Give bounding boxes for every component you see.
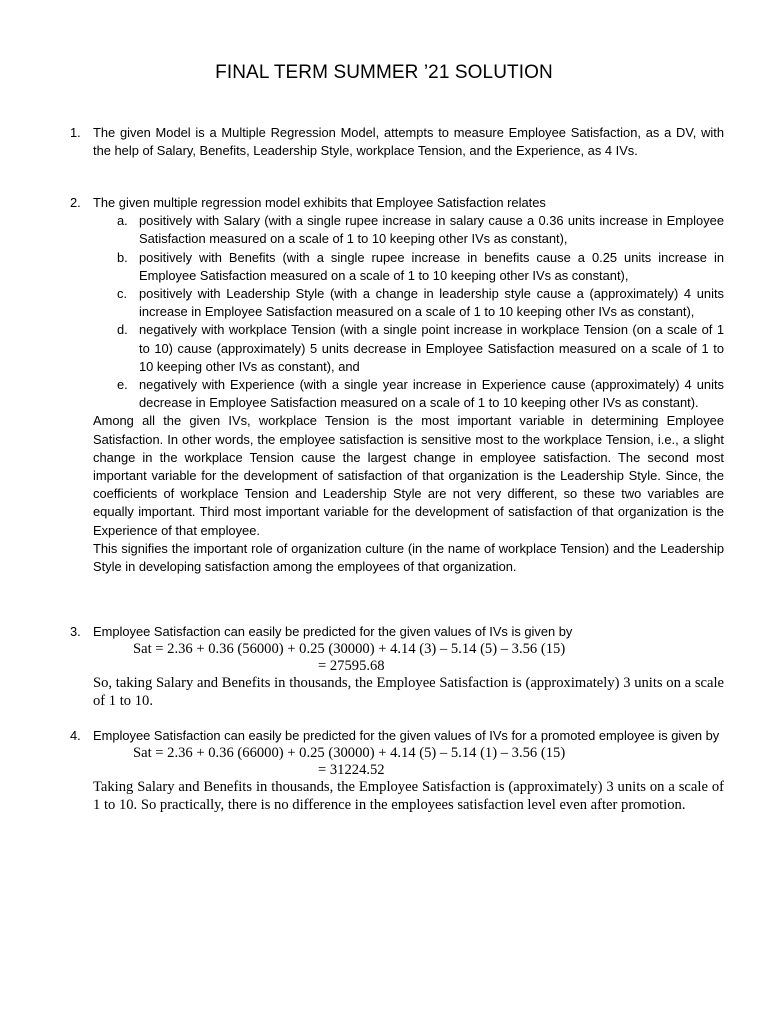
answer-4 bbox=[70, 727, 724, 814]
answer-number: 1. bbox=[70, 125, 81, 140]
answer-number: 2. bbox=[70, 195, 81, 210]
answer-2 bbox=[70, 194, 724, 576]
answer-3 bbox=[70, 623, 724, 710]
list-letter: a. bbox=[117, 213, 128, 229]
list-item-b bbox=[117, 249, 724, 285]
answer-conclusion: Taking Salary and Benefits in thousands, the Employee Satisfaction is (approximately) 3 units on a scale of 1 to 10. So practically, there is no difference in the employees satisfaction level even after promotion. bbox=[93, 779, 724, 813]
list-item-text: positively with Benefits (with a single rupee increase in benefits cause a 0.25 units increase in Employee Satisfaction measured on a scale of 1 to 10 keeping other IVs as constant), bbox=[139, 249, 724, 283]
analysis-paragraph: Among all the given IVs, workplace Tension is the most important variable in determining Employee Satisfaction. In other words, the employee satisfaction is sensitive most to the workplace Tension, i.e., a slight change in the workplace Tension cause the largest change in employee satisfaction. The second most important variable for the development of satisfaction of that organization is the Leadership Style. Since, the coefficients of workplace Tension and Leadership Style are not very different, so these two variables are equally important. Third most important variable for the development of satisfaction of that organization is the Experience of that employee. bbox=[93, 413, 724, 538]
list-item-d bbox=[117, 321, 724, 376]
answer-intro: Employee Satisfaction can easily be predicted for the given values of IVs for a promoted employee is given by bbox=[93, 728, 720, 743]
answer-text: The given Model is a Multiple Regression Model, attempts to measure Employee Satisfaction, as a DV, with the help of Salary, Benefits, Leadership Style, workplace Tension, and the Experience, as 4 IVs. bbox=[93, 125, 724, 159]
equation-result: = 31224.52 bbox=[318, 762, 385, 779]
page-title: FINAL TERM SUMMER ’21 SOLUTION bbox=[215, 62, 553, 83]
list-letter: e. bbox=[117, 377, 128, 393]
answer-number: 4. bbox=[70, 728, 81, 743]
list-item-text: positively with Salary (with a single rupee increase in salary cause a 0.36 units increase in Employee Satisfaction measured on a scale of 1 to 10 keeping other IVs as constant), bbox=[139, 213, 724, 247]
answer-intro: Employee Satisfaction can easily be predicted for the given values of IVs is given by bbox=[93, 624, 573, 639]
answer-number: 3. bbox=[70, 624, 81, 639]
answer-1 bbox=[70, 124, 724, 160]
list-item-a bbox=[117, 212, 724, 248]
list-item-text: positively with Leadership Style (with a change in leadership style cause a (approximately) 4 units increase in Employee Satisfaction measured on a scale of 1 to 10 keeping other IVs as constant), bbox=[139, 286, 724, 320]
list-item-c bbox=[117, 285, 724, 321]
conclusion-paragraph: This signifies the important role of organization culture (in the name of workplace Tension) and the Leadership Style in developing satisfaction among the employees of that organization. bbox=[93, 540, 724, 575]
equation-result: = 27595.68 bbox=[318, 658, 385, 675]
answer-conclusion: So, taking Salary and Benefits in thousands, the Employee Satisfaction is (approximately) 3 units on a scale of 1 to 10. bbox=[93, 675, 724, 709]
answer-intro: The given multiple regression model exhibits that Employee Satisfaction relates bbox=[93, 195, 546, 210]
list-item-text: negatively with Experience (with a single year increase in Experience cause (approximately) 4 units decrease in Employee Satisfaction measured on a scale of 1 to 10 keeping other IVs as constant). bbox=[139, 377, 724, 411]
list-letter: d. bbox=[117, 322, 128, 338]
list-letter: b. bbox=[117, 249, 128, 265]
equation-line: Sat = 2.36 + 0.36 (66000) + 0.25 (30000) + 4.14 (5) – 5.14 (1) – 3.56 (15) bbox=[133, 745, 566, 762]
list-item-e bbox=[117, 376, 724, 412]
list-letter: c. bbox=[117, 286, 128, 302]
equation-line: Sat = 2.36 + 0.36 (56000) + 0.25 (30000) + 4.14 (3) – 5.14 (5) – 3.56 (15) bbox=[133, 641, 566, 658]
list-item-text: negatively with workplace Tension (with a single point increase in workplace Tension (on a scale of 1 to 10) cause (approximately) 5 units decrease in Employee Satisfaction measured on a scale of 1 to 10 keeping other IVs as constant), and bbox=[139, 322, 724, 374]
